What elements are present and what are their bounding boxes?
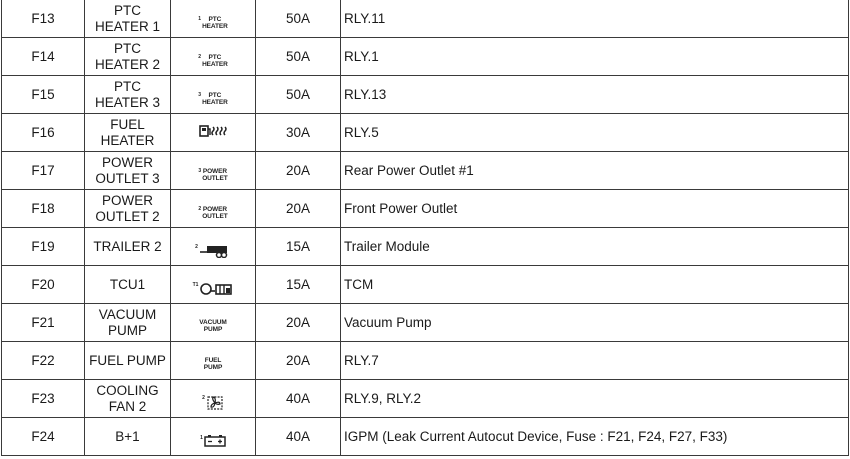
fuel-pump-icon bbox=[204, 357, 222, 371]
fuse-rating-cell: 30A bbox=[256, 114, 341, 152]
fuse-circuit-cell: Front Power Outlet bbox=[341, 190, 849, 228]
fuse-rating-cell: 20A bbox=[256, 342, 341, 380]
fuse-name-cell bbox=[85, 228, 171, 266]
fuse-name-text: TRAILER 2 bbox=[93, 238, 162, 254]
fuse-id-cell: F23 bbox=[2, 380, 85, 418]
symbol-text: POWER OUTLET bbox=[202, 205, 228, 220]
fuse-symbol-cell bbox=[171, 228, 256, 266]
fuse-symbol-cell bbox=[171, 190, 256, 228]
fuse-id-cell: F13 bbox=[2, 0, 85, 38]
symbol-graphic bbox=[199, 244, 231, 258]
table-row bbox=[2, 114, 849, 152]
fuse-circuit-cell: RLY.5 bbox=[341, 114, 849, 152]
table-row bbox=[2, 76, 849, 114]
table-row bbox=[2, 228, 849, 266]
table-row bbox=[2, 266, 849, 304]
table-row bbox=[2, 380, 849, 418]
symbol-number: 2 bbox=[202, 394, 205, 401]
cooling-fan-icon bbox=[202, 395, 224, 411]
fuse-symbol-cell bbox=[171, 418, 256, 456]
fuse-rating-cell: 50A bbox=[256, 0, 341, 38]
fuse-id-cell: F20 bbox=[2, 266, 85, 304]
fuse-name-text: FUEL HEATER bbox=[100, 116, 155, 148]
fuse-name-cell bbox=[85, 76, 171, 114]
fuse-symbol-cell bbox=[171, 38, 256, 76]
fuse-name-text: PTC HEATER 1 bbox=[94, 2, 160, 34]
fuse-symbol-cell bbox=[171, 0, 256, 38]
fuse-rating-cell: 40A bbox=[256, 418, 341, 456]
symbol-number: 1 bbox=[198, 15, 202, 22]
symbol-text: VACUUM PUMP bbox=[199, 319, 227, 333]
symbol-text: PTC HEATER bbox=[202, 91, 228, 106]
fuse-circuit-cell: Vacuum Pump bbox=[341, 304, 849, 342]
fuse-rating-cell: 15A bbox=[256, 228, 341, 266]
fuse-name-cell bbox=[85, 418, 171, 456]
ptc-heater-icon bbox=[198, 16, 227, 30]
fuse-rating-cell: 20A bbox=[256, 152, 341, 190]
fuse-symbol-cell bbox=[171, 114, 256, 152]
symbol-number: 1 bbox=[200, 434, 203, 441]
symbol-graphic bbox=[199, 124, 227, 138]
fuse-rating-cell: 50A bbox=[256, 76, 341, 114]
fuse-name-cell bbox=[85, 38, 171, 76]
fuse-name-cell bbox=[85, 114, 171, 152]
fuse-name-cell bbox=[85, 380, 171, 418]
fuse-rating-cell: 40A bbox=[256, 380, 341, 418]
fuse-name-text: PTC HEATER 2 bbox=[94, 40, 160, 72]
symbol-graphic bbox=[204, 435, 226, 447]
fuse-name-text: PTC HEATER 3 bbox=[94, 78, 160, 110]
vacuum-pump-icon bbox=[199, 319, 226, 333]
fuse-id-cell: F22 bbox=[2, 342, 85, 380]
fuse-id-cell: F21 bbox=[2, 304, 85, 342]
symbol-number: 2 bbox=[198, 53, 202, 60]
fuse-symbol-cell bbox=[171, 380, 256, 418]
fuse-name-text: B+1 bbox=[115, 428, 140, 444]
fuse-name-text: TCU1 bbox=[109, 276, 146, 292]
fuse-circuit-cell: RLY.1 bbox=[341, 38, 849, 76]
symbol-graphic bbox=[199, 282, 233, 296]
power-outlet-icon bbox=[198, 168, 227, 182]
fuse-id-cell: F14 bbox=[2, 38, 85, 76]
table-row bbox=[2, 304, 849, 342]
fuse-circuit-cell: RLY.13 bbox=[341, 76, 849, 114]
fuse-circuit-cell: Trailer Module bbox=[341, 228, 849, 266]
symbol-text: PTC HEATER bbox=[202, 53, 228, 68]
table-row bbox=[2, 190, 849, 228]
symbol-number: 3 bbox=[198, 91, 202, 98]
fuse-name-cell bbox=[85, 342, 171, 380]
fuse-rating-cell: 50A bbox=[256, 38, 341, 76]
fuse-name-cell bbox=[85, 0, 171, 38]
symbol-number: 3 bbox=[198, 167, 202, 174]
fuse-name-cell bbox=[85, 190, 171, 228]
battery-icon bbox=[200, 435, 226, 447]
table-row bbox=[2, 152, 849, 190]
fuse-id-cell: F16 bbox=[2, 114, 85, 152]
fuse-table bbox=[1, 0, 849, 456]
table-row bbox=[2, 418, 849, 456]
fuel-heater-icon bbox=[199, 124, 227, 138]
fuse-rating-cell: 20A bbox=[256, 304, 341, 342]
symbol-text: PTC HEATER bbox=[202, 15, 228, 30]
ptc-heater-icon bbox=[198, 54, 227, 68]
ptc-heater-icon bbox=[198, 92, 227, 106]
fuse-name-text: POWER OUTLET 3 bbox=[95, 154, 160, 186]
fuse-circuit-cell: RLY.9, RLY.2 bbox=[341, 380, 849, 418]
fuse-id-cell: F18 bbox=[2, 190, 85, 228]
fuse-symbol-cell bbox=[171, 304, 256, 342]
fuse-circuit-cell: TCM bbox=[341, 266, 849, 304]
table-row bbox=[2, 0, 849, 38]
fuse-id-cell: F15 bbox=[2, 76, 85, 114]
fuse-name-cell bbox=[85, 304, 171, 342]
fuse-circuit-cell: RLY.7 bbox=[341, 342, 849, 380]
fuse-circuit-cell: IGPM (Leak Current Autocut Device, Fuse : F21, F24, F27, F33) bbox=[341, 418, 849, 456]
fuse-rating-cell: 15A bbox=[256, 266, 341, 304]
symbol-number: 2 bbox=[195, 243, 198, 250]
fuse-id-cell: F24 bbox=[2, 418, 85, 456]
symbol-graphic bbox=[206, 395, 224, 411]
fuse-circuit-cell: Rear Power Outlet #1 bbox=[341, 152, 849, 190]
fuse-name-cell bbox=[85, 152, 171, 190]
fuse-id-cell: F19 bbox=[2, 228, 85, 266]
fuse-name-cell bbox=[85, 266, 171, 304]
symbol-text: POWER OUTLET bbox=[202, 167, 228, 182]
symbol-number: T1 bbox=[192, 281, 199, 288]
power-outlet-icon bbox=[198, 206, 227, 220]
fuse-symbol-cell bbox=[171, 266, 256, 304]
fuse-name-text: POWER OUTLET 2 bbox=[95, 192, 160, 224]
tcu-icon bbox=[193, 282, 234, 296]
symbol-text: FUEL PUMP bbox=[203, 357, 223, 371]
fuse-name-text: VACUUM PUMP bbox=[98, 306, 157, 338]
fuse-table-body bbox=[2, 0, 849, 456]
fuse-name-text: COOLING FAN 2 bbox=[96, 382, 159, 414]
fuse-symbol-cell bbox=[171, 76, 256, 114]
table-row bbox=[2, 342, 849, 380]
fuse-name-text: FUEL PUMP bbox=[89, 352, 166, 368]
symbol-number: 2 bbox=[198, 205, 202, 212]
fuse-rating-cell: 20A bbox=[256, 190, 341, 228]
table-row bbox=[2, 38, 849, 76]
fuse-symbol-cell bbox=[171, 152, 256, 190]
fuse-id-cell: F17 bbox=[2, 152, 85, 190]
trailer-icon bbox=[195, 244, 231, 258]
fuse-circuit-cell: RLY.11 bbox=[341, 0, 849, 38]
fuse-symbol-cell bbox=[171, 342, 256, 380]
